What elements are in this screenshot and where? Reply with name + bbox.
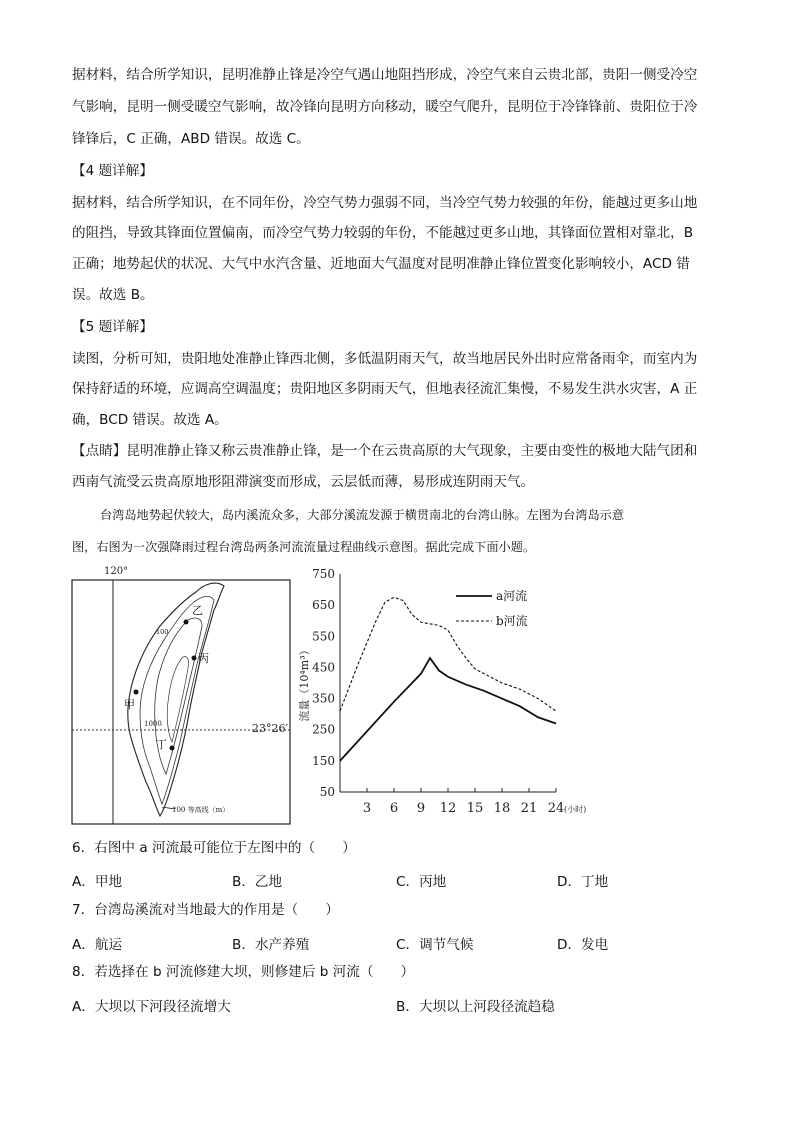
text-line: 误。故选 B。: [72, 287, 154, 303]
question-7-option-d[interactable]: D．发电: [557, 937, 609, 953]
place-label-yi: 乙: [192, 604, 203, 617]
discharge-chart: [300, 566, 600, 822]
y-tick-label: 250: [312, 722, 335, 737]
place-label-ding: 丁: [156, 738, 167, 751]
question-8-stem: 8．若选择在 b 河流修建大坝，则修建后 b 河流（ ）: [72, 964, 415, 980]
legend-label-b: b河流: [496, 614, 528, 628]
map-frame: [72, 580, 290, 824]
x-tick-label: 18: [493, 801, 511, 816]
place-dot-bing: [192, 656, 197, 661]
y-tick-label: 550: [312, 629, 335, 644]
question-6-option-a[interactable]: A．甲地: [72, 874, 123, 890]
text-line: 保持舒适的环境，应调高空调温度；贵阳地区多阴雨天气，但地表径流汇集慢，不易发生洪水灾害，A 正: [72, 381, 698, 397]
x-tick-label: 6: [389, 801, 399, 816]
x-tick-label: 15: [466, 801, 484, 816]
y-tick-label: 150: [312, 753, 335, 768]
x-tick-label: 12: [439, 801, 457, 816]
x-axis-label: (小时): [564, 805, 587, 814]
question-6-option-c[interactable]: C．丙地: [396, 874, 447, 890]
y-tick-label: 650: [312, 598, 335, 613]
place-dot-yi: [184, 620, 189, 625]
intro-line: 图，右图为一次强降雨过程台湾岛两条河流流量过程曲线示意图。据此完成下面小题。: [72, 540, 536, 554]
contour-100-label: 100: [156, 628, 169, 636]
legend-label-a: a河流: [496, 589, 528, 603]
latitude-label: 23°26′: [252, 722, 288, 735]
x-tick-label: 24: [547, 801, 565, 816]
text-line: 据材料，结合所学知识，昆明准静止锋是冷空气遇山地阻挡形成，冷空气来自云贵北部，贵阳一侧受冷空: [72, 67, 698, 83]
text-line: 读图，分析可知，贵阳地处准静止锋西北侧，多低温阴雨天气，故当地居民外出时应常备雨伞，而室内为: [72, 351, 698, 367]
question-8-option-a[interactable]: A．大坝以下河段径流增大: [72, 999, 231, 1015]
section-heading-4: 【4 题详解】: [72, 163, 153, 179]
y-tick-label: 750: [312, 567, 335, 581]
question-7-stem: 7．台湾岛溪流对当地最大的作用是（ ）: [72, 902, 339, 918]
question-7-option-a[interactable]: A．航运: [72, 937, 123, 953]
tip-line: 西南气流受云贵高原地形阻滞演变而形成，云层低而薄，易形成连阴雨天气。: [72, 474, 535, 490]
question-6-stem: 6．右图中 a 河流最可能位于左图中的（ ）: [72, 840, 356, 856]
text-line: 确，BCD 错误。故选 A。: [72, 412, 228, 428]
x-tick-label: 3: [362, 801, 372, 816]
contour-100: [140, 596, 214, 804]
text-line: 的阻挡，导致其锋面位置偏南，而冷空气势力较弱的年份，不能越过更多山地，其锋面位置相对靠北，B: [72, 225, 694, 241]
contour-1000-label: 1000: [144, 720, 162, 728]
y-tick-label: 350: [312, 691, 335, 706]
taiwan-map: [68, 562, 308, 828]
place-label-jia: 甲: [124, 698, 135, 711]
question-6-option-d[interactable]: D．丁地: [557, 874, 609, 890]
x-tick-label: 9: [416, 801, 426, 816]
text-line: 气影响，昆明一侧受暖空气影响，故冷锋向昆明方向移动，暖空气爬升，昆明位于冷锋锋前、贵阳位于冷: [72, 99, 698, 115]
question-8-option-b[interactable]: B．大坝以上河段径流趋稳: [396, 999, 555, 1015]
place-label-bing: 丙: [198, 652, 209, 665]
text-line: 正确；地势起伏的状况、大气中水汽含量、近地面大气温度对昆明准静止锋位置变化影响较小，ACD 错: [72, 256, 690, 272]
text-line: 锋锋后，C 正确，ABD 错误。故选 C。: [72, 131, 310, 147]
text-line: 据材料，结合所学知识，在不同年份，冷空气势力强弱不同，当冷空气势力较强的年份，能越过更多山地: [72, 195, 698, 211]
y-axis-label: 流量（10⁴m³）: [298, 644, 311, 722]
place-dot-jia: [134, 690, 139, 695]
place-dot-ding: [170, 746, 175, 751]
y-tick-label: 450: [312, 660, 335, 675]
y-tick-label: 50: [319, 785, 335, 799]
series-line-a: [340, 658, 556, 761]
legend-text: 100 等高线（m）: [172, 806, 230, 814]
tip-line: 【点睛】昆明准静止锋又称云贵准静止锋，是一个在云贵高原的大气现象，主要由变性的极地大陆气团和: [72, 443, 698, 459]
section-heading-5: 【5 题详解】: [72, 319, 153, 335]
question-6-option-b[interactable]: B．乙地: [232, 874, 283, 890]
intro-line: 台湾岛地势起伏较大，岛内溪流众多，大部分溪流发源于横贯南北的台湾山脉。左图为台湾岛示意: [100, 508, 625, 522]
question-7-option-b[interactable]: B．水产养殖: [232, 937, 310, 953]
x-tick-label: 21: [520, 801, 538, 816]
longitude-label: 120°: [104, 566, 129, 577]
question-7-option-c[interactable]: C．调节气候: [396, 937, 474, 953]
